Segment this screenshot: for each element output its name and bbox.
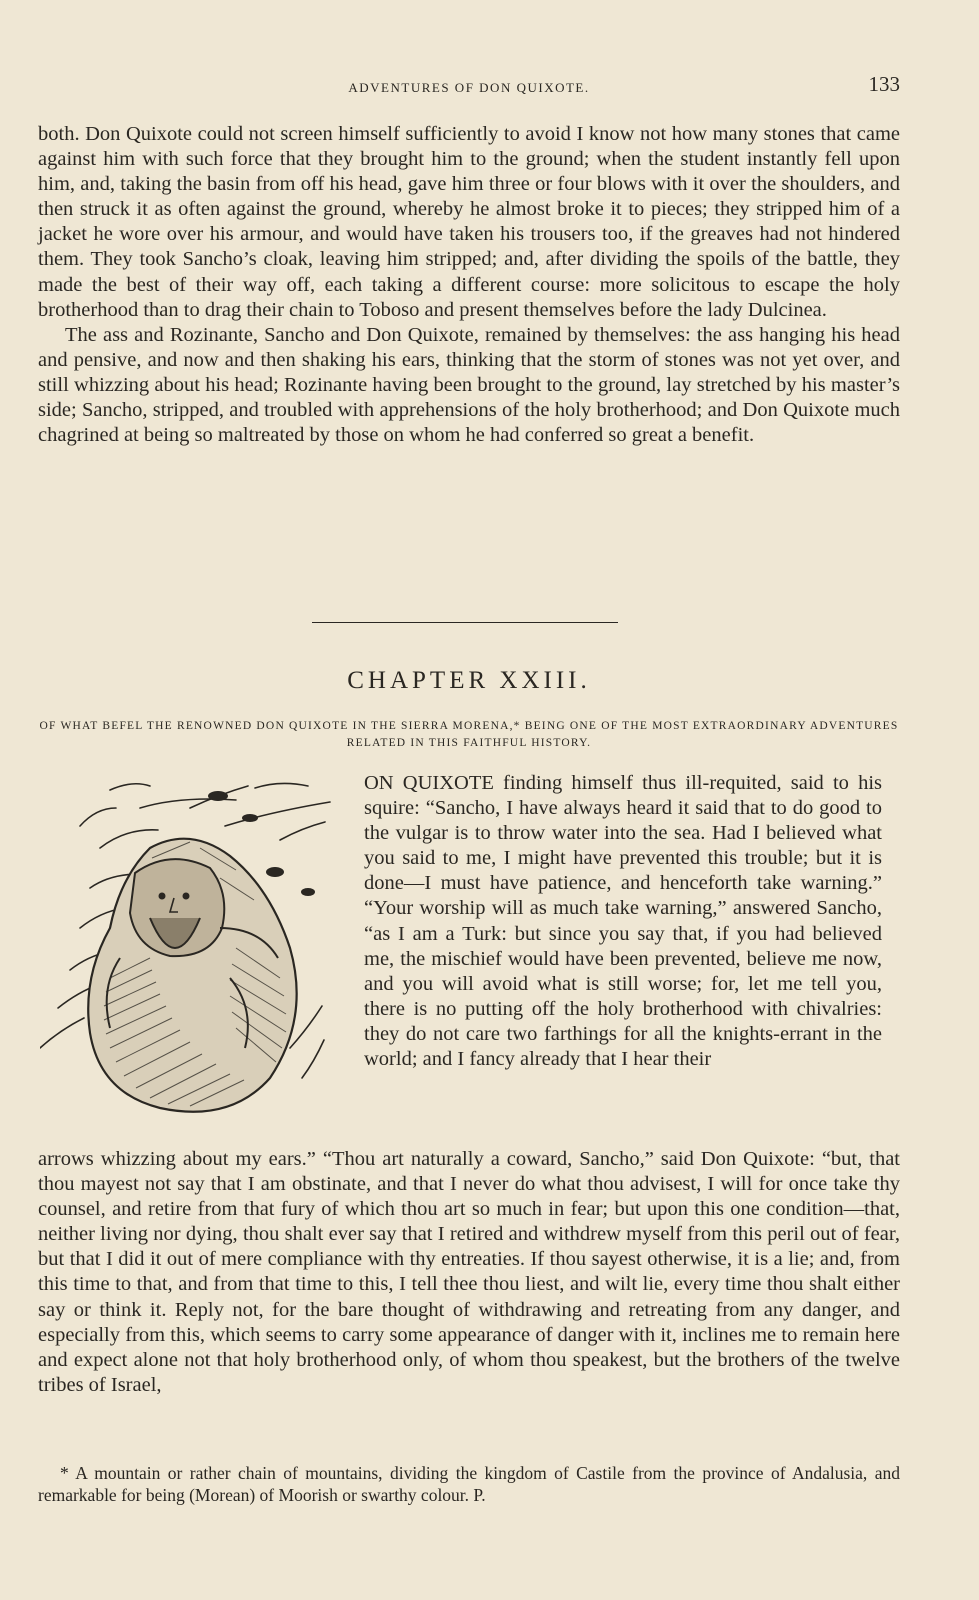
footnote (38, 1462, 900, 1506)
chapter-title: CHAPTER XXIII. (347, 667, 591, 694)
chapter-text-continued (38, 1147, 900, 1398)
paragraph: both. Don Quixote could not screen himself sufficiently to avoid I know not how many stones that came against him with such force that they brought him to the ground; when the student instantly fell upon him, and, taking the basin from off his head, gave him three or four blows with it over the shoulders, and then struck it as often against the ground, whereby he almost broke it to pieces; they stripped him of a jacket he wore over his armour, and would have taken his trousers too, if the greaves had not hindered them. They took Sancho’s cloak, leaving him stripped; and, after dividing the spoils of the battle, they made the best of their way off, each taking a different course: more solicitous to escape the holy brotherhood than to drag their chain to Toboso and present themselves before the lady Dulcinea. (38, 123, 900, 321)
footnote-text: * A mountain or rather chain of mountains, dividing the kingdom of Castile from the province of Andalusia, and remarkable for being (Morean) of Moorish or swarthy colour. P. (38, 1463, 900, 1505)
chapter-lead-words: ON QUIXOTE (364, 772, 494, 794)
paragraph: The ass and Rozinante, Sancho and Don Quixote, remained by themselves: the ass hanging his head and pensive, and now and then shaking his ears, thinking that the storm of stones was not yet over, and still whizzing about his head; Rozinante having been brought to the ground, lay stretched by his master’s side; Sancho, stripped, and troubled with apprehensions of the holy brotherhood; and Don Quixote much chagrined at being so maltreated by those on whom he had conferred so great a benefit. (38, 323, 900, 447)
chapter-text-wrapped (364, 771, 882, 1072)
page-number: 133 (868, 72, 900, 96)
running-title: ADVENTURES OF DON QUIXOTE. (348, 80, 590, 95)
chapter-subtitle: OF WHAT BEFEL THE RENOWNED DON QUIXOTE IN THE SIERRA MORENA,* BEING ONE OF THE MOST EXTRAORDINARY ADVENTURES RELATED IN THIS FAITHFUL HISTORY. (39, 720, 899, 749)
body-text-top (38, 122, 900, 448)
woodcut-ruffian-with-stones-icon (40, 778, 352, 1138)
chapter-text-wrapped-body: finding himself thus ill-requited, said to his squire: “Sancho, I have always heard it said that to do good to the vulgar is to throw water into the sea. Had I believed what you said to me, I might have prevented this trouble; but it is done—I must have patience, and henceforth take warning.” “Your worship will as much take warning,” answered Sancho, “as I am a Turk: but since you say that, if you had believed me, the mischief would have been prevented, believe me now, and you will avoid what is still worse; for, let me tell you, there is no putting off the holy brotherhood with chivalries: they do not care two farthings for all the knights-errant in the world; and I fancy already that I hear their (364, 772, 882, 1071)
paragraph: arrows whizzing about my ears.” “Thou art naturally a coward, Sancho,” said Don Quixote: “but, that thou mayest not say that I am obstinate, and that I never do what thou advisest, I will for once take thy counsel, and retire from that fury of which thou art so much in fear; but upon this one condition—that, neither living nor dying, thou shalt ever say that I retired and withdrew myself from this peril out of fear, but that I did it out of mere compliance with thy entreaties. If thou sayest otherwise, it is a lie; and, from this time to that, and from that time to this, I tell thee thou liest, and wilt lie, every time thou shalt either say or think it. Reply not, for the bare thought of withdrawing and retreating from any danger, and especially from this, which seems to carry some appearance of danger with it, inclines me to remain here and expect alone not that holy brotherhood only, of whom thou speakest, but the brothers of the twelve tribes of Israel, (38, 1148, 900, 1396)
running-head (38, 72, 900, 102)
section-divider (312, 622, 618, 623)
